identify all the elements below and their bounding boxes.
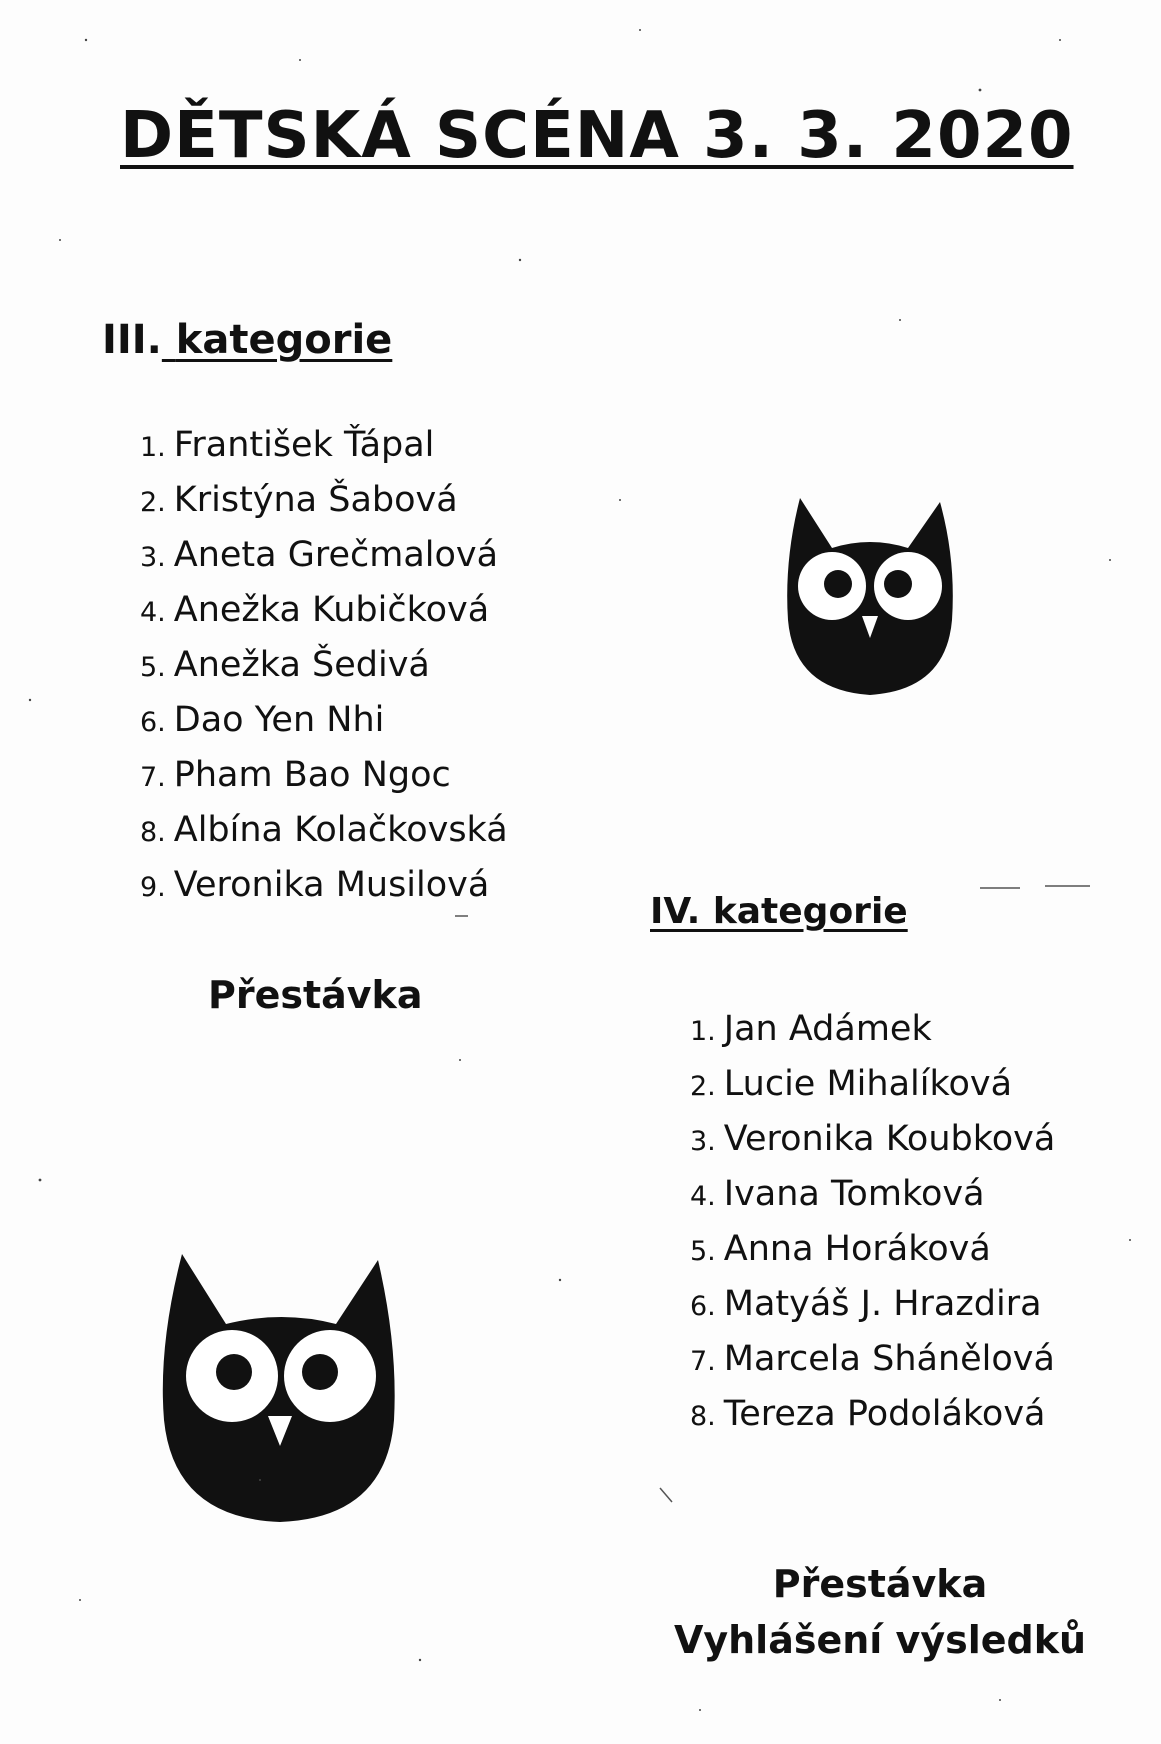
list-item: 6. Dao Yen Nhi <box>140 700 385 740</box>
list-item: 4. Ivana Tomková <box>690 1174 985 1214</box>
list-item: 2. Kristýna Šabová <box>140 480 458 520</box>
category-3-roman: III. <box>102 317 162 363</box>
category-3-label: kategorie <box>175 317 393 363</box>
list-item: 8. Tereza Podoláková <box>690 1394 1046 1434</box>
closing-break-label: Přestávka <box>772 1562 988 1606</box>
list-item: 5. Anežka Šedivá <box>140 645 430 685</box>
list-item: 3. Veronika Koubková <box>690 1119 1056 1159</box>
list-item: 2. Lucie Mihalíková <box>690 1064 1013 1104</box>
list-item: 4. Anežka Kubičková <box>140 590 490 630</box>
list-item: 7. Pham Bao Ngoc <box>140 755 451 795</box>
list-item: 1. Jan Adámek <box>690 1009 932 1049</box>
list-item: 8. Albína Kolačkovská <box>140 810 508 850</box>
list-item: 7. Marcela Shánělová <box>690 1339 1055 1379</box>
list-item: 6. Matyáš J. Hrazdira <box>690 1284 1042 1324</box>
page-title: DĚTSKÁ SCÉNA 3. 3. 2020 <box>120 99 1074 173</box>
results-announcement-label: Vyhlášení výsledků <box>673 1618 1087 1662</box>
category-4-label: IV. kategorie <box>650 891 908 932</box>
list-item: 5. Anna Horáková <box>690 1229 991 1269</box>
list-item: 3. Aneta Grečmalová <box>140 535 499 575</box>
list-item: 9. Veronika Musilová <box>140 865 490 905</box>
break-label: Přestávka <box>208 973 423 1017</box>
list-item: 1. František Ťápal <box>140 425 435 465</box>
